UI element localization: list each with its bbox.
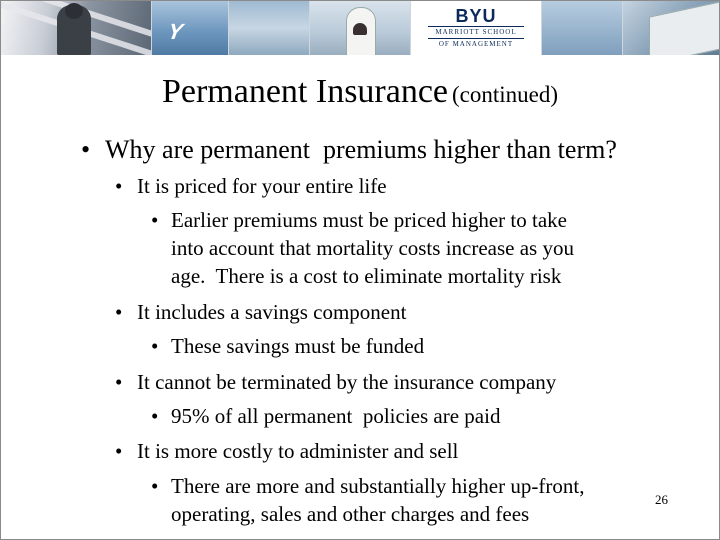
slide-title: [1, 73, 719, 111]
bullet-dot: •: [151, 474, 159, 498]
bullet-l3-8-line0: There are more and substantially higher up-front,: [171, 474, 585, 498]
building-photo: [623, 1, 719, 55]
bullet-l2-3: It includes a savings component: [137, 300, 407, 324]
y-mountain-mark: Y: [163, 19, 188, 44]
bullet-l3-8-line1: operating, sales and other charges and fees: [171, 502, 530, 526]
mountain-y-photo: [152, 1, 229, 55]
logo-school-line2: OF MANAGEMENT: [438, 40, 514, 48]
sky-photo: [229, 1, 310, 55]
bullet-dot: •: [81, 135, 91, 164]
logo-wordmark: BYU: [455, 6, 497, 26]
bullet-l1-0: Why are permanent premiums higher than term?: [105, 135, 617, 164]
bullet-dot: •: [115, 300, 123, 324]
bullet-l3-2-line2: age. There is a cost to eliminate mortality risk: [171, 264, 562, 288]
statue-photo: [1, 1, 152, 55]
bullet-dot: •: [151, 208, 159, 232]
byu-marriott-logo: [411, 1, 542, 55]
bullet-dot: •: [115, 370, 123, 394]
bullet-dot: •: [115, 174, 123, 198]
bullet-l2-5: It cannot be terminated by the insurance company: [137, 370, 557, 394]
bullet-l2-1: It is priced for your entire life: [137, 174, 387, 198]
bullet-l3-2-line1: into account that mortality costs increase as you: [171, 236, 574, 260]
bullet-l2-7: It is more costly to administer and sell: [137, 439, 459, 463]
bullet-dot: •: [115, 439, 123, 463]
slide-title-sub: (continued): [452, 82, 559, 107]
slide-title-main: Permanent Insurance: [161, 73, 449, 110]
bell-tower-photo: [310, 1, 411, 55]
bullet-l3-2-line0: Earlier premiums must be priced higher to take: [171, 208, 567, 232]
campus-photo: [542, 1, 623, 55]
bullet-l3-6-line0: 95% of all permanent policies are paid: [171, 404, 501, 428]
page-number: 26: [655, 492, 668, 507]
header-banner: [1, 1, 719, 55]
bullet-dot: •: [151, 404, 159, 428]
bullet-dot: •: [151, 334, 159, 358]
bullet-l3-4-line0: These savings must be funded: [171, 334, 425, 358]
logo-school-line1: MARRIOTT SCHOOL: [435, 28, 517, 36]
